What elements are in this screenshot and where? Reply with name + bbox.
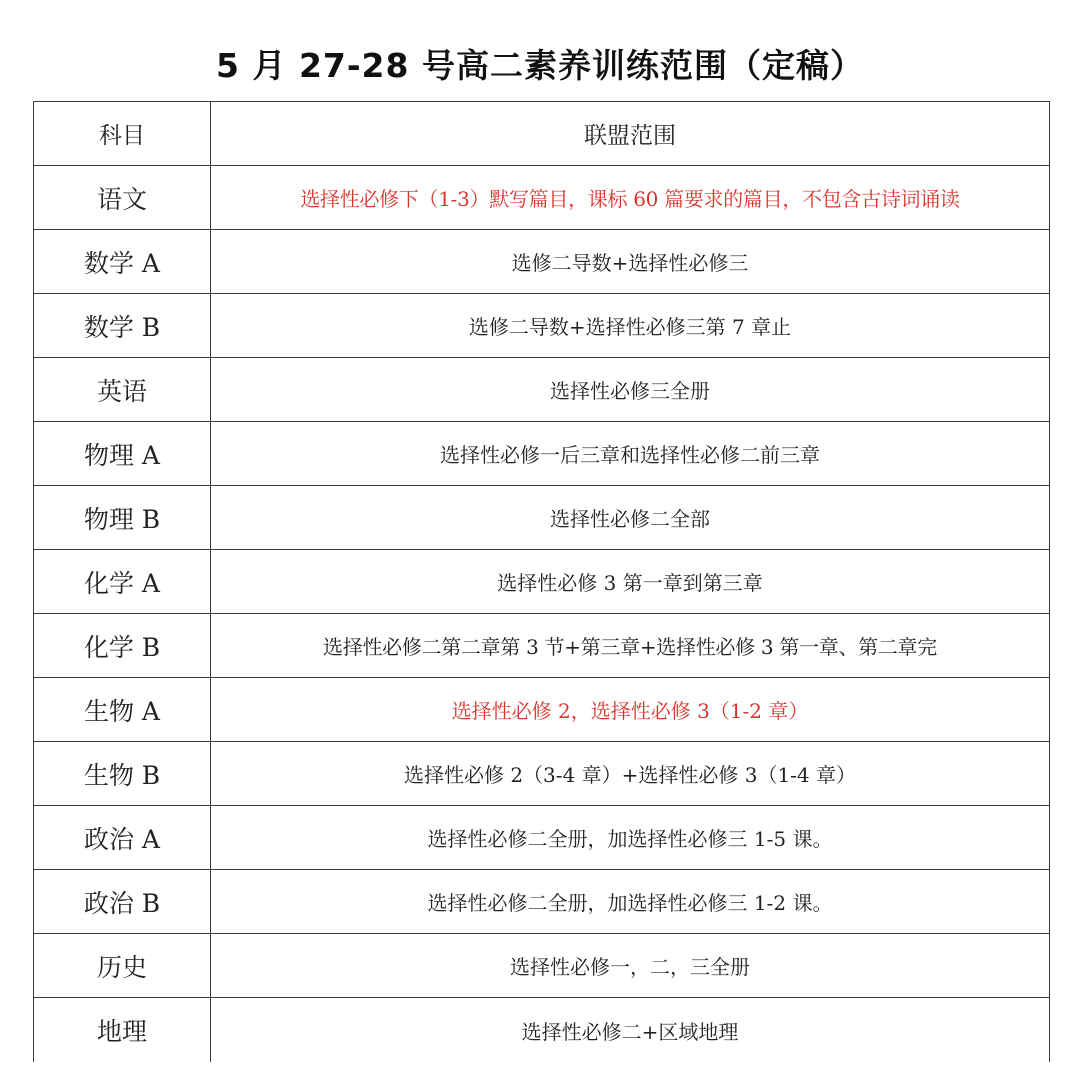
subject-cell: 语文 xyxy=(34,166,211,230)
table-row xyxy=(34,358,1050,422)
table-row xyxy=(34,166,1050,230)
scope-cell: 选择性必修二+区域地理 xyxy=(211,998,1050,1063)
subject-cell: 地理 xyxy=(34,998,211,1063)
scope-cell: 选择性必修 2（3-4 章）+选择性必修 3（1-4 章） xyxy=(211,742,1050,806)
subject-column-header: 科目 xyxy=(34,102,211,166)
table-row xyxy=(34,870,1050,934)
scope-column-header: 联盟范围 xyxy=(211,102,1050,166)
table-row xyxy=(34,230,1050,294)
table-row xyxy=(34,294,1050,358)
table-row xyxy=(34,678,1050,742)
scope-cell: 选择性必修一后三章和选择性必修二前三章 xyxy=(211,422,1050,486)
scope-cell: 选修二导数+选择性必修三 xyxy=(211,230,1050,294)
subject-cell: 政治 A xyxy=(34,806,211,870)
table-row xyxy=(34,550,1050,614)
subject-cell: 物理 A xyxy=(34,422,211,486)
scope-cell: 选择性必修一，二，三全册 xyxy=(211,934,1050,998)
table-row xyxy=(34,486,1050,550)
scope-cell: 选择性必修三全册 xyxy=(211,358,1050,422)
table-row xyxy=(34,422,1050,486)
subject-cell: 英语 xyxy=(34,358,211,422)
scope-cell: 选择性必修 2，选择性必修 3（1-2 章） xyxy=(211,678,1050,742)
scope-cell: 选择性必修二全册，加选择性必修三 1-2 课。 xyxy=(211,870,1050,934)
subject-cell: 数学 A xyxy=(34,230,211,294)
scope-cell: 选择性必修 3 第一章到第三章 xyxy=(211,550,1050,614)
subject-cell: 化学 B xyxy=(34,614,211,678)
table-row xyxy=(34,998,1050,1063)
subject-cell: 物理 B xyxy=(34,486,211,550)
table-row xyxy=(34,742,1050,806)
page-title: 5 月 27-28 号高二素养训练范围（定稿） xyxy=(216,46,864,85)
scope-cell: 选择性必修下（1-3）默写篇目，课标 60 篇要求的篇目，不包含古诗词诵读 xyxy=(211,166,1050,230)
scope-table xyxy=(33,101,1050,1062)
table-row xyxy=(34,806,1050,870)
table-header-row xyxy=(34,102,1050,166)
subject-cell: 政治 B xyxy=(34,870,211,934)
scope-cell: 选修二导数+选择性必修三第 7 章止 xyxy=(211,294,1050,358)
scope-cell: 选择性必修二全册，加选择性必修三 1-5 课。 xyxy=(211,806,1050,870)
table-row xyxy=(34,614,1050,678)
scope-cell: 选择性必修二全部 xyxy=(211,486,1050,550)
subject-cell: 生物 B xyxy=(34,742,211,806)
subject-cell: 生物 A xyxy=(34,678,211,742)
subject-cell: 化学 A xyxy=(34,550,211,614)
subject-cell: 历史 xyxy=(34,934,211,998)
table-row xyxy=(34,934,1050,998)
scope-cell: 选择性必修二第二章第 3 节+第三章+选择性必修 3 第一章、第二章完 xyxy=(211,614,1050,678)
subject-cell: 数学 B xyxy=(34,294,211,358)
